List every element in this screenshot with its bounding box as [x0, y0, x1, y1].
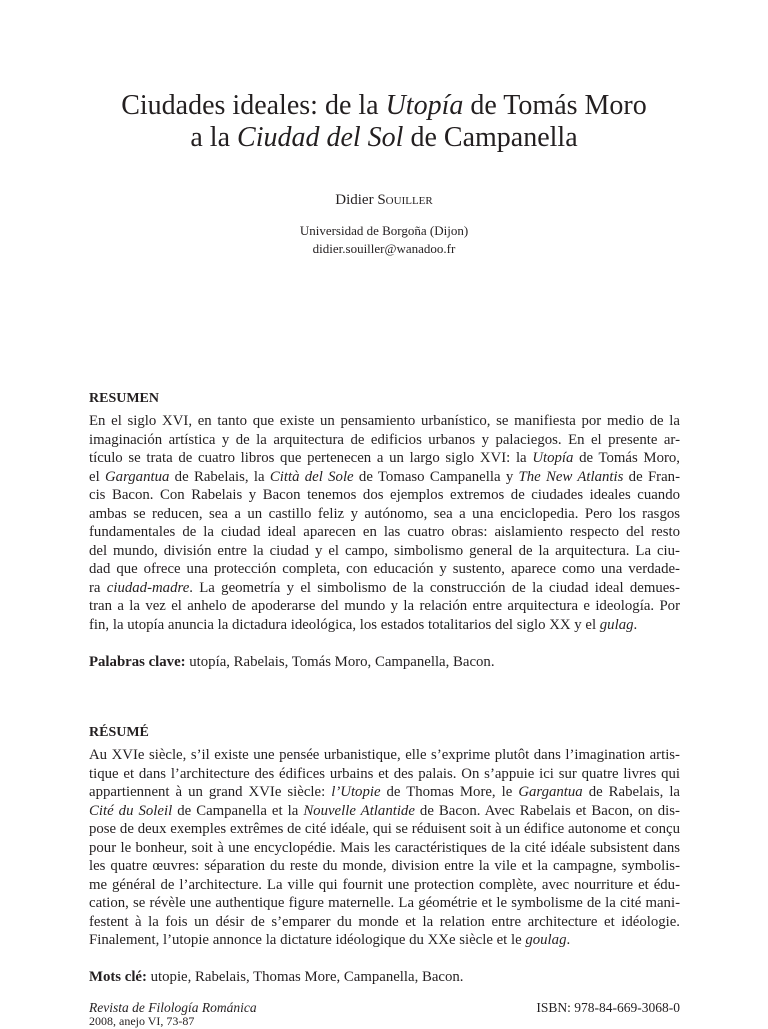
- text-run: de Bacon. Avec Rabelais et Bacon, on dis-: [414, 802, 680, 819]
- text-run: . La geometría y el simbolismo de la construcción de la ciudad ideal demues-: [189, 579, 680, 596]
- author-name: Didier Souiller: [335, 192, 433, 208]
- paragraph-line: [89, 783, 680, 802]
- paragraph-line: [89, 802, 680, 821]
- isbn: ISBN: 978-84-669-3068-0: [536, 1000, 680, 1015]
- affiliation-text: Universidad de Borgoña (Dijon): [299, 223, 469, 238]
- text-run: .: [633, 616, 638, 633]
- text-run: les quatre œuvres: séparation du reste du monde, division entre la vile et la campagne, symbolis-: [89, 858, 680, 874]
- italic-text: ciudad-madre: [106, 579, 190, 596]
- text-run: del mundo, división entre la ciudad y el campo, simbolismo general de la arquitectura. La ciu-: [89, 542, 680, 559]
- italic-text: Nouvelle Atlantide: [303, 802, 415, 819]
- text-run: dad que ofrece una protección completa, con educación y sustento, aparece como una verdade-: [89, 561, 680, 577]
- text-run: cation, se révèle une authentique figure maternelle. La géométrie et le symbolisme de la cité mani-: [89, 895, 680, 911]
- paragraph-line: [89, 449, 680, 468]
- paragraph-line: [89, 486, 680, 505]
- paragraph-line: [89, 931, 680, 950]
- paragraph-line: [89, 616, 680, 635]
- text-run: el: [89, 468, 105, 485]
- text-run: cis Bacon. Con Rabelais y Bacon tenemos dos ejemplos extremos de ciudades ideales cuando: [89, 487, 680, 503]
- text-run: de Fran-: [623, 468, 680, 485]
- resume-keywords: Mots clé: utopie, Rabelais, Thomas More, Campanella, Bacon.: [89, 969, 464, 985]
- paragraph-line: [89, 913, 680, 932]
- author-email: didier.souiller@wanadoo.fr: [312, 241, 456, 256]
- paragraph-line: [89, 597, 680, 616]
- page-footer: [89, 1000, 680, 1028]
- title-line-2: a la Ciudad del Sol de Campanella: [190, 122, 578, 153]
- paragraph-line: [89, 523, 680, 542]
- author-affiliation: [0, 222, 768, 258]
- paragraph-line: [89, 765, 680, 784]
- text-run: ra: [89, 579, 107, 596]
- text-run: de Thomas More, le: [380, 784, 519, 800]
- text-run: ambas se reducen, sea a un castillo feliz y autónomo, sea a una enciclopedia. Pero los rasgos: [89, 505, 680, 522]
- paragraph-line: [89, 839, 680, 858]
- title-line-1: Ciudades ideales: de la Utopía de Tomás Moro: [121, 90, 647, 121]
- paragraph-line: [89, 431, 680, 450]
- text-run: me général de l’architecture. La ville qui fournit une protection complète, avec nourriture et édu-: [89, 876, 680, 893]
- text-run: fundamentales de la ciudad ideal aparecen en las cuatro obras: aislamiento respecto del resto: [89, 524, 680, 540]
- text-run: fin, la utopía anuncia la dictadura ideológica, los estados totalitarios del siglo XX y el: [89, 616, 600, 633]
- paragraph-line: [89, 560, 680, 579]
- text-run: tran a la vez el anhelo de apoderarse del mundo y la relación entre arquitectura e ideología. Por: [89, 598, 680, 614]
- paragraph-line: [89, 579, 680, 598]
- paragraph-line: [89, 857, 680, 876]
- paragraph-line: [89, 412, 680, 431]
- resumen-keywords: Palabras clave: utopía, Rabelais, Tomás Moro, Campanella, Bacon.: [89, 654, 495, 670]
- text-run: festent à la fois un désir de s’emparer du monde et la relation entre architecture et idéologie.: [89, 913, 680, 930]
- journal-volume: 2008, anejo VI, 73-87: [89, 1014, 195, 1028]
- text-run: de Campanella et la: [172, 802, 304, 819]
- italic-text: Cité du Soleil: [89, 802, 173, 819]
- text-run: pose de deux exemples extrêmes de cité idéale, qui se réduisent soit à un édifice autonome et conçu: [89, 821, 680, 837]
- italic-text: Utopía: [532, 450, 574, 466]
- text-run: tículo se trata de cuatro libros que pertenecen a un largo siglo XVI: la: [89, 450, 533, 466]
- italic-text: goulag: [525, 932, 567, 948]
- text-run: imaginación artística y de la arquitectura de edificios urbanos y palaciegos. En el presente ar-: [89, 431, 680, 448]
- paragraph-line: [89, 894, 680, 913]
- text-run: de Rabelais, la: [582, 784, 680, 800]
- text-run: de Tomaso Campanella y: [353, 468, 519, 485]
- italic-text: Gargantua: [104, 468, 170, 485]
- paragraph-line: [89, 820, 680, 839]
- text-run: tique et dans l’architecture des édifices urbains et des palais. On s’appuie ici sur quatre livres qui: [89, 765, 680, 782]
- text-run: de Rabelais, la: [169, 468, 270, 485]
- paragraph-line: [89, 746, 680, 765]
- resume-paragraph: [89, 746, 680, 950]
- text-run: de Tomás Moro,: [573, 450, 680, 466]
- paragraph-line: [89, 876, 680, 895]
- text-run: pour le bonheur, soit à une encyclopédie. Mais les caractéristiques de la cité idéale subsistent dans: [89, 839, 680, 856]
- italic-text: The New Atlantis: [518, 468, 624, 485]
- italic-text: gulag: [599, 616, 634, 633]
- paragraph-line: [89, 542, 680, 561]
- resumen-paragraph: [89, 412, 680, 634]
- italic-text: Gargantua: [518, 784, 583, 800]
- paragraph-line: [89, 505, 680, 524]
- resumen-heading: RESUMEN: [89, 391, 160, 406]
- text-run: En el siglo XVI, en tanto que existe un pensamiento urbanístico, se manifiesta por medio de la: [89, 413, 680, 429]
- journal-name: Revista de Filología Románica: [89, 1000, 257, 1015]
- text-run: appartiennent à un grand XVIe siècle:: [89, 784, 332, 800]
- resume-heading: RÉSUMÉ: [89, 725, 149, 740]
- paragraph-line: [89, 468, 680, 487]
- article-title: [60, 90, 708, 154]
- italic-text: Città del Sole: [269, 468, 354, 485]
- text-run: Au XVIe siècle, s’il existe une pensée urbanistique, elle s’exprime plutôt dans l’imagination artis-: [89, 747, 680, 763]
- text-run: Finalement, l’utopie annonce la dictature idéologique du XXe siècle et le: [89, 932, 526, 948]
- text-run: .: [566, 932, 571, 948]
- italic-text: l’Utopie: [331, 784, 381, 800]
